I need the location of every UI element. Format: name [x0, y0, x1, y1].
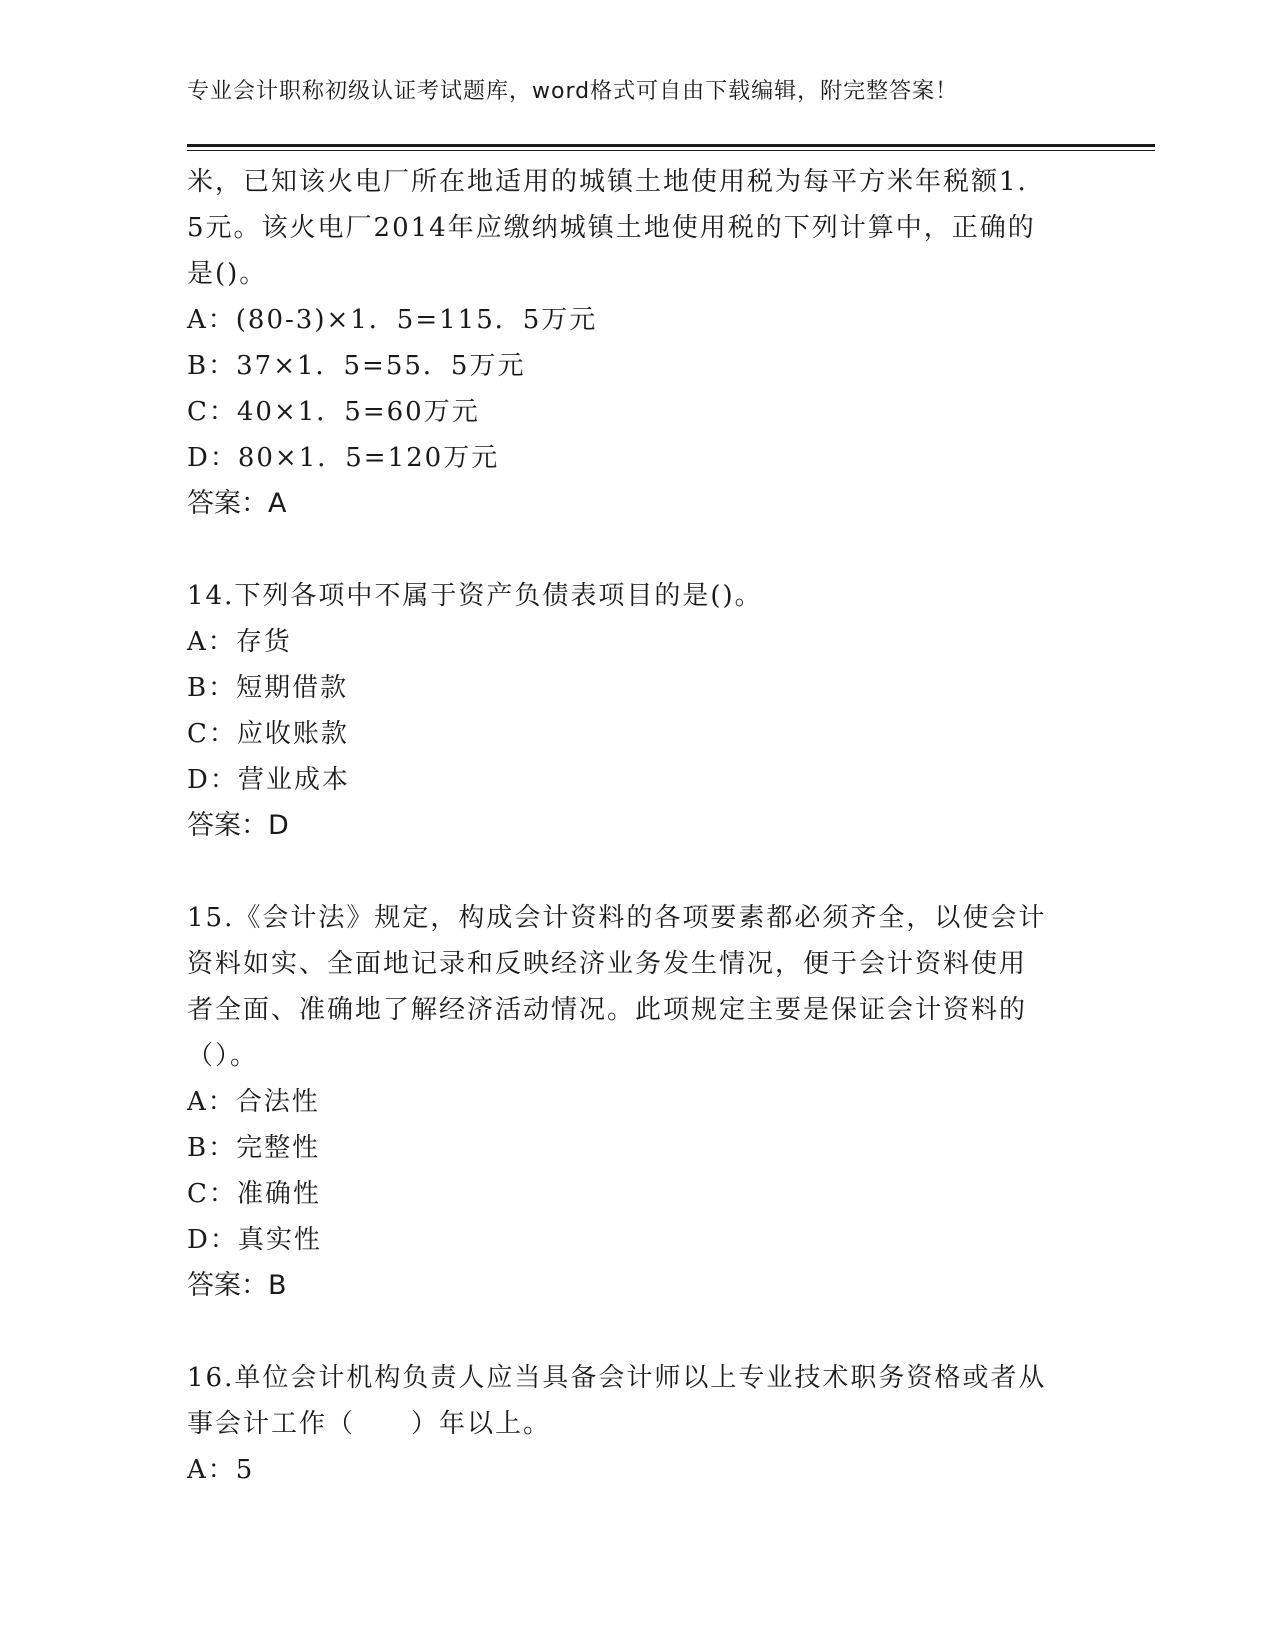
question-stem-line: 米，已知该火电厂所在地适用的城镇土地使用税为每平方米年税额1. — [187, 167, 1028, 197]
question-stem-line: （）。 — [187, 1041, 259, 1071]
option-b: B：短期借款 — [187, 673, 349, 703]
spacer — [187, 1309, 1087, 1355]
document-body — [187, 159, 1087, 1493]
option-a: A：(80-3)×1．5=115．5万元 — [187, 305, 598, 335]
question-13 — [187, 159, 1087, 527]
option-b: B：完整性 — [187, 1133, 321, 1163]
question-stem-line: 16.单位会计机构负责人应当具备会计师以上专业技术职务资格或者从 — [187, 1363, 1047, 1393]
page-header: 专业会计职称初级认证考试题库，word格式可自由下载编辑，附完整答案！ — [187, 79, 959, 104]
option-a: A：合法性 — [187, 1087, 320, 1117]
question-14 — [187, 573, 1087, 849]
option-d: D：80×1．5=120万元 — [187, 443, 500, 473]
answer-line: 答案：D — [187, 810, 289, 841]
option-a: A：存货 — [187, 627, 292, 657]
question-stem-line: 资料如实、全面地记录和反映经济业务发生情况，便于会计资料使用 — [187, 949, 1028, 979]
spacer — [187, 527, 1087, 573]
option-c: C：应收账款 — [187, 719, 349, 749]
question-stem-line: 5元。该火电厂2014年应缴纳城镇土地使用税的下列计算中，正确的 — [187, 213, 1036, 243]
question-15 — [187, 895, 1087, 1309]
spacer — [187, 849, 1087, 895]
question-stem-line: 是()。 — [187, 259, 268, 289]
header-rule-thin — [187, 150, 1155, 151]
answer-line: 答案：A — [187, 488, 287, 519]
question-stem-line: 15.《会计法》规定，构成会计资料的各项要素都必须齐全，以使会计 — [187, 903, 1047, 933]
option-d: D：真实性 — [187, 1225, 322, 1255]
option-c: C：准确性 — [187, 1179, 321, 1209]
question-stem-line: 事会计工作（ ）年以上。 — [187, 1409, 552, 1439]
question-16 — [187, 1355, 1087, 1493]
header-rule-thick — [187, 144, 1155, 147]
option-a: A：5 — [187, 1455, 255, 1485]
answer-line: 答案：B — [187, 1270, 287, 1301]
option-d: D：营业成本 — [187, 765, 350, 795]
question-stem-line: 者全面、准确地了解经济活动情况。此项规定主要是保证会计资料的 — [187, 995, 1028, 1025]
option-c: C：40×1．5=60万元 — [187, 397, 480, 427]
option-b: B：37×1．5=55．5万元 — [187, 351, 526, 381]
question-stem-line: 14.下列各项中不属于资产负债表项目的是()。 — [187, 581, 763, 611]
